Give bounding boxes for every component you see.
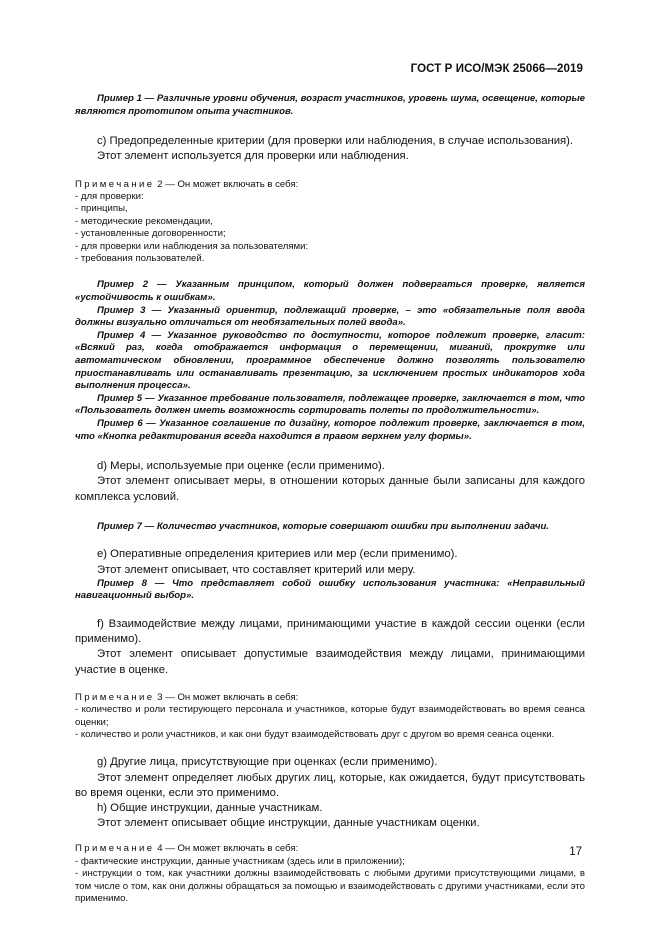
list-item: - для проверки или наблюдения за пользователями:	[75, 240, 309, 252]
example-4: Пример 4 — Указанное руководство по доступности, которое подлежит проверке, гласит: «Всякий раз, когда отображается информация о перемещении, миганий, прокрутке или автоматическом обновлении, программное обеспечение должно позволять пользователю приостанавливать или останавливать презентацию, за исключением простых индикаторов хода выполнения процесса».	[75, 329, 585, 392]
example-1: Пример 1 — Различные уровни обучения, возраст участников, уровень шума, освещение, которые являются прототипом опыта участников.	[75, 93, 585, 117]
page-content	[75, 93, 585, 905]
item-g-text: Этот элемент определяет любых других лиц, которые, как ожидается, будут присутствовать во время оценки, если это применимо.	[75, 771, 585, 799]
document-header: ГОСТ Р ИСО/МЭК 25066—2019	[410, 63, 583, 75]
item-e-text: Этот элемент описывает, что составляет критерий или меру.	[97, 563, 416, 576]
example-7: Пример 7 — Количество участников, которые совершают ошибки при выполнении задачи.	[97, 520, 549, 532]
example-8: Пример 8 — Что представляет собой ошибку использования участника: «Неправильный навигационный выбор».	[75, 577, 585, 602]
item-h-text: Этот элемент описывает общие инструкции, данные участникам оценки.	[97, 817, 480, 830]
list-item: - инструкции о том, как участники должны взаимодействовать с любыми другими присутствующими лицами, в том числе о том, как они должны обращаться за помощью и взаимодействовать с другими участниками, если это применимо.	[75, 868, 585, 905]
list-item: - для проверки:	[75, 191, 144, 202]
item-f-title: f) Взаимодействие между лицами, принимающими участие в каждой сессии оценки (если применимо).	[75, 617, 585, 646]
list-item: - количество и роли участников, и как они будут взаимодействовать друг с другом во время сеанса оценки.	[75, 728, 555, 740]
list-item: - принципы,	[75, 203, 128, 215]
list-item: - установленные договоренности;	[75, 228, 226, 240]
list-item: - методические рекомендации,	[75, 215, 213, 227]
list-item: - количество и роли тестирующего персонала и участников, которые будут взаимодействовать во время сеанса оценки;	[75, 704, 585, 728]
note-2-list	[75, 191, 585, 265]
example-2: Пример 2 — Указанным принципом, который должен подвергаться проверке, является «устойчивость к ошибкам».	[75, 279, 585, 304]
item-d-text: Этот элемент описывает меры, в отношении которых данные были записаны для каждого комплекса условий.	[75, 475, 585, 503]
item-c-text: Этот элемент используется для проверки или наблюдения.	[97, 150, 409, 163]
note-2-heading: Примечание 2 — Он может включать в себя:	[75, 178, 299, 190]
item-g-title: g) Другие лица, присутствующие при оценках (если применимо).	[97, 756, 438, 769]
note-3-heading: Примечание 3 — Он может включать в себя:	[75, 691, 299, 703]
example-3: Пример 3 — Указанный ориентир, подлежащий проверке, – это «обязательные поля ввода должны визуально отличаться от необязательных полей ввода».	[75, 304, 585, 329]
item-f-text: Этот элемент описывает допустимые взаимодействия между лицами, принимающими участие в оценке.	[75, 648, 585, 676]
item-d-title: d) Меры, используемые при оценке (если применимо).	[97, 460, 385, 473]
item-c-title: c) Предопределенные критерии (для проверки или наблюдения, в случае использования).	[97, 135, 574, 148]
note-4-list	[75, 856, 585, 906]
list-item: - фактические инструкции, данные участникам (здесь или в приложении);	[75, 855, 405, 867]
page-number: 17	[569, 846, 582, 858]
example-5: Пример 5 — Указанное требование пользователя, подлежащее проверке, заключается в том, что «Пользователь должен иметь возможность сортировать полеты по продолжительности».	[75, 392, 585, 417]
note-3-list	[75, 704, 585, 741]
item-e-title: e) Оперативные определения критериев или мер (если применимо).	[97, 548, 458, 561]
list-item: - требования пользователей.	[75, 253, 205, 265]
item-h-title: h) Общие инструкции, данные участникам.	[97, 802, 323, 814]
example-6: Пример 6 — Указанное соглашение по дизайну, которое подлежит проверке, заключается в том, что «Кнопка редактирования всегда находится в правом верхнем углу формы».	[75, 417, 585, 442]
note-4-heading: Примечание 4 — Он может включать в себя:	[75, 843, 299, 855]
